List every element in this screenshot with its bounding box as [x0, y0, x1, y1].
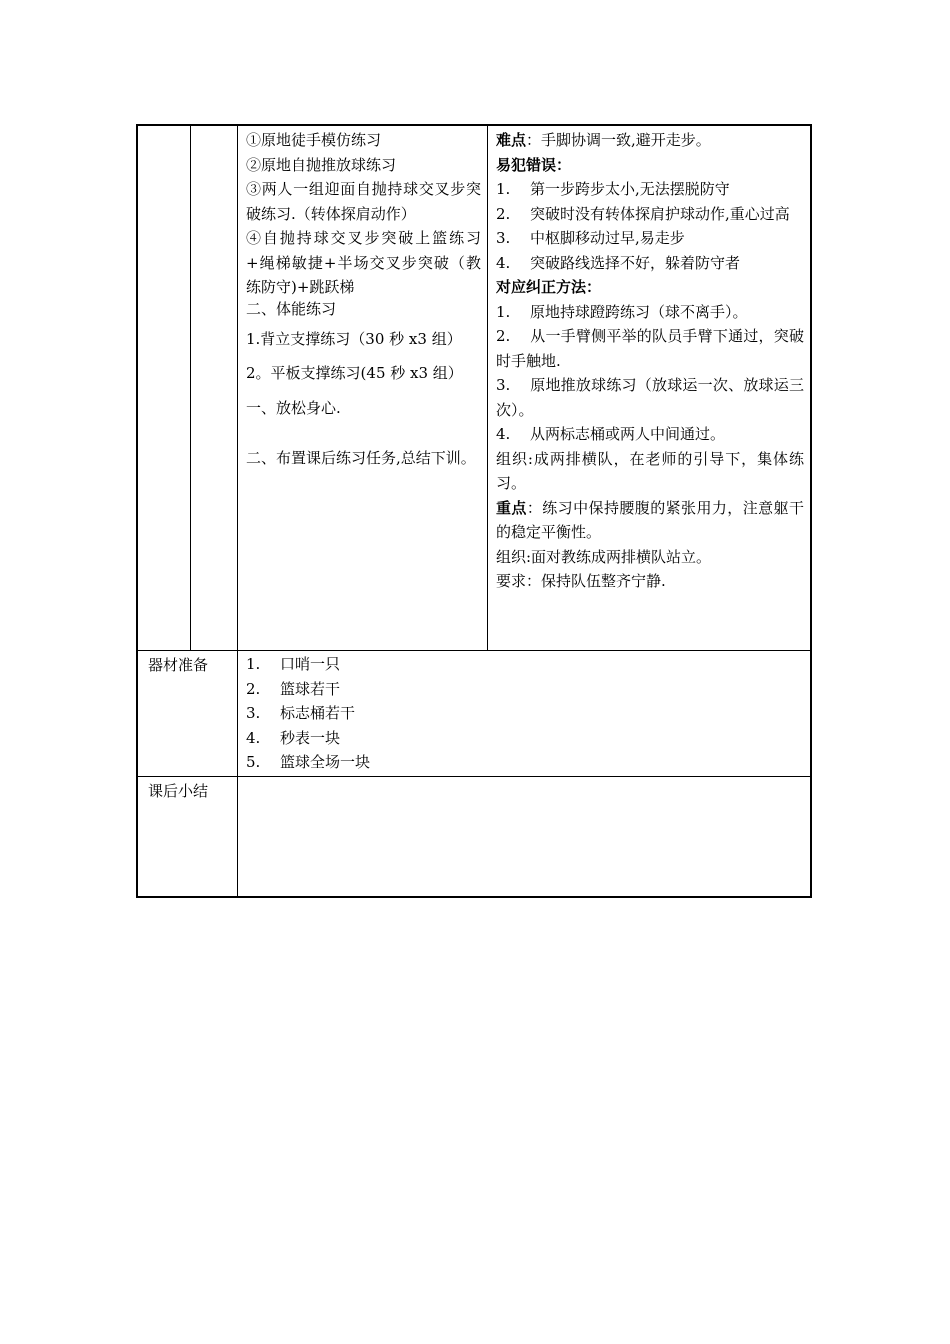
- empty-cell-2: [191, 126, 238, 650]
- practice-methods-cell: [238, 126, 488, 650]
- method-line: 二、布置课后练习任务,总结下训。: [246, 449, 476, 467]
- error-text: 中枢脚移动过早,易走步: [530, 229, 685, 247]
- error-number: 2.: [496, 204, 511, 223]
- key-point-text: ：练习中保持腰腹的紧张用力，注意躯干的稳定平衡性。: [496, 498, 804, 541]
- equipment-number: 5.: [246, 753, 261, 771]
- requirement-note: 要求：保持队伍整齐宁静.: [496, 572, 666, 590]
- method-line: ②原地自抛推放球练习: [246, 155, 397, 174]
- equipment-number: 3.: [246, 704, 261, 722]
- equipment-number: 4.: [246, 728, 261, 747]
- error-item: [496, 177, 804, 202]
- summary-label: 课后小结: [138, 777, 238, 896]
- correction-text: 从一手臂侧平举的队员手臂下通过，突破时手触地.: [496, 327, 804, 370]
- correction-number: 4.: [496, 425, 511, 443]
- correction-text: 原地持球蹬跨练习（球不离手）。: [530, 302, 748, 321]
- equipment-label: 器材准备: [138, 651, 238, 776]
- equipment-item: [246, 726, 804, 751]
- correction-item: [496, 300, 804, 325]
- correction-item: [496, 373, 804, 422]
- equipment-number: 1.: [246, 655, 261, 673]
- method-line: ④自抛持球交叉步突破上篮练习+绳梯敏捷+半场交叉步突破（教练防守)+跳跃梯: [246, 229, 481, 296]
- section-heading: 二、体能练习: [246, 299, 337, 318]
- correction-item: [496, 324, 804, 373]
- error-item: [496, 202, 804, 227]
- correction-number: 1.: [496, 302, 511, 321]
- error-text: 突破路线选择不好，躲着防守者: [530, 253, 741, 272]
- lesson-plan-table: [136, 124, 812, 898]
- equipment-text: 篮球若干: [280, 679, 341, 698]
- corrections-heading: 对应纠正方法：: [496, 278, 602, 296]
- method-line: 2。平板支撑练习(45 秒 x3 组）: [246, 364, 463, 382]
- equipment-text: 口哨一只: [280, 655, 341, 673]
- equipment-row: [138, 650, 810, 776]
- equipment-text: 秒表一块: [280, 728, 341, 747]
- error-text: 突破时没有转体探肩护球动作,重心过高: [530, 204, 790, 223]
- method-line: 1.背立支撑练习（30 秒 x3 组）: [246, 329, 462, 348]
- equipment-item: [246, 701, 804, 726]
- error-number: 1.: [496, 180, 511, 198]
- correction-text: 从两标志桶或两人中间通过。: [530, 425, 726, 443]
- difficulty-label: 难点: [496, 131, 527, 149]
- equipment-number: 2.: [246, 679, 261, 698]
- section-heading: 一、放松身心.: [246, 398, 341, 417]
- organization-note: 组织:面对教练成两排横队站立。: [496, 547, 712, 566]
- error-item: [496, 251, 804, 276]
- method-line: ①原地徒手模仿练习: [246, 131, 382, 149]
- equipment-item: [246, 652, 804, 677]
- error-number: 3.: [496, 229, 511, 247]
- correction-text: 原地推放球练习（放球运一次、放球运三次）。: [496, 376, 804, 419]
- error-text: 第一步跨步太小,无法摆脱防守: [530, 180, 730, 198]
- difficulty-note: [496, 128, 804, 153]
- equipment-text: 篮球全场一块: [280, 753, 371, 771]
- summary-content: [238, 777, 810, 896]
- equipment-text: 标志桶若干: [280, 704, 356, 722]
- equipment-item: [246, 750, 804, 775]
- error-item: [496, 226, 804, 251]
- equipment-item: [246, 677, 804, 702]
- empty-cell-1: [138, 126, 191, 650]
- coaching-notes-cell: [488, 126, 810, 650]
- correction-item: [496, 422, 804, 447]
- equipment-list: [238, 651, 810, 776]
- organization-note: 组织:成两排横队，在老师的引导下，集体练习。: [496, 449, 804, 492]
- error-number: 4.: [496, 253, 511, 272]
- correction-number: 2.: [496, 327, 511, 345]
- errors-heading: 易犯错误：: [496, 155, 572, 174]
- lesson-content-row: [138, 126, 810, 650]
- key-point-note: [496, 496, 804, 545]
- key-point-label: 重点: [496, 498, 527, 517]
- correction-number: 3.: [496, 376, 511, 394]
- difficulty-text: ：手脚协调一致,避开走步。: [526, 131, 711, 149]
- summary-row: [138, 776, 810, 896]
- method-line: ③两人一组迎面自抛持球交叉步突破练习.（转体探肩动作）: [246, 180, 481, 223]
